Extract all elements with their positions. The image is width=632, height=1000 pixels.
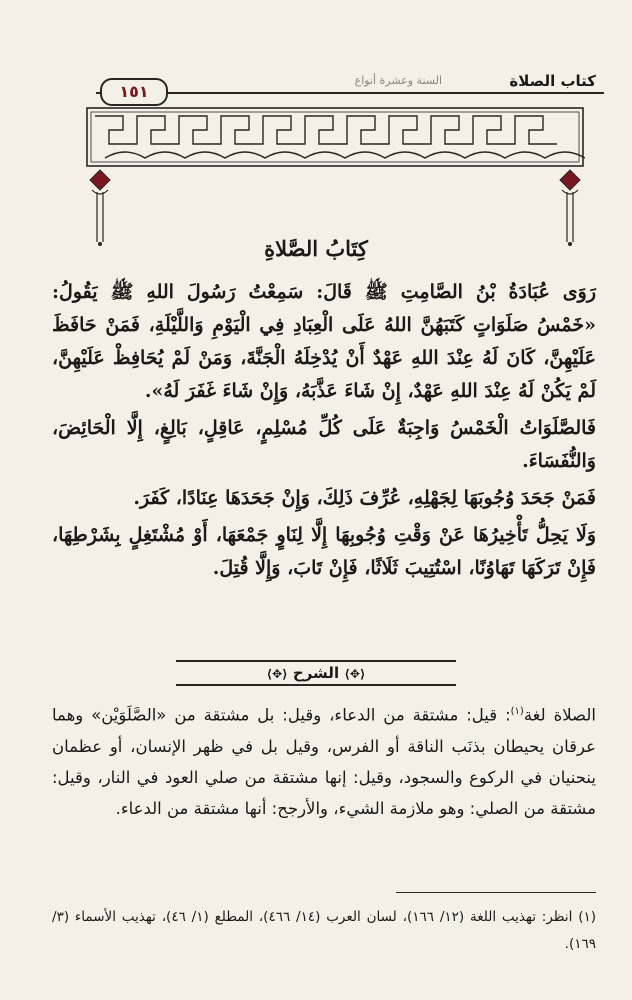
footnote-text: (١) انظر: تهذيب اللغة (١٢/ ١٦٦)، لسان العرب (١٤/ ٤٦٦)، المطلع (١/ ٤٦)، تهذيب الأسماء (٣/ ١٦٩). <box>52 909 597 952</box>
page-number: ١٥١ <box>100 78 168 106</box>
footnote-rule <box>396 892 596 893</box>
matn-paragraph-delay: وَلَا يَحِلُّ تَأْخِيرُهَا عَنْ وَقْتِ وُجُوبِهَا إِلَّا لِنَاوٍ جَمْعَهَا، أَوْ مُشْتَغِلٍ بِشَرْطِهَا، فَإِنْ تَرَكَهَا تَهَاوُنًا، اسْتُتِيبَ ثَلَاثًا، فَإِنْ تَابَ، وَإِلَّا قُتِلَ. <box>52 524 596 579</box>
ornament-pendant-right-icon <box>556 168 584 246</box>
footnote-marker: (١) <box>510 706 524 717</box>
commentary-body: : قيل: مشتقة من الدعاء، وقيل: بل مشتقة من «الصَّلَوَيْن» وهما عرقان يحيطان بذنَب الناقة أو الفرس، وقيل بل في ظهر الإنسان، أو عظمان ينحنيان في الركوع والسجود، وقيل: إنها مشتقة من صلي العود في النار، وقيل: مشتقة من الصلي: وهو ملازمة الشيء، والأرجح: أنها مشتقة من الدعاء. <box>52 705 596 818</box>
ornamental-frieze <box>85 106 585 168</box>
sharh-banner <box>176 660 456 686</box>
commentary-lead: الصلاة لغة <box>523 705 596 725</box>
commentary-paragraph <box>52 696 596 824</box>
chapter-header: كتاب الصلاة <box>509 72 596 90</box>
matn-paragraph-hadith: رَوَى عُبَادَةُ بْنُ الصَّامِتِ ﷺ قَالَ: سَمِعْتُ رَسُولَ اللهِ ﷺ يَقُولُ: «خَمْسُ صَلَوَاتٍ كَتَبَهُنَّ اللهُ عَلَى الْعِبَادِ فِي الْيَوْمِ وَاللَّيْلَةِ، فَمَنْ حَافَظَ عَلَيْهِنَّ، كَانَ لَهُ عِنْدَ اللهِ عَهْدٌ أَنْ يُدْخِلَهُ الْجَنَّةَ، وَمَنْ لَمْ يُحَافِظْ عَلَيْهِنَّ، لَمْ يَكُنْ لَهُ عِنْدَ اللهِ عَهْدٌ، إِنْ شَاءَ عَذَّبَهُ، وَإِنْ شَاءَ غَفَرَ لَهُ». <box>52 281 596 402</box>
header-rule <box>96 92 604 94</box>
commentary-text <box>52 696 596 824</box>
running-head: السنة وعشرة أنواع <box>354 74 442 87</box>
banner-ornament-icon: ⟨✥⟩ <box>266 667 288 681</box>
matn-text <box>52 276 596 589</box>
matn-paragraph-denial: فَمَنْ جَحَدَ وُجُوبَهَا لِجَهْلِهِ، عُرِّفَ ذَلِكَ، وَإِنْ جَحَدَهَا عِنَادًا، كَفَرَ. <box>133 487 596 509</box>
ornament-pendant-left-icon <box>86 168 114 246</box>
footnote <box>52 904 596 958</box>
banner-ornament-icon: ⟨✥⟩ <box>344 667 366 681</box>
matn-paragraph-obligation: فَالصَّلَوَاتُ الْخَمْسُ وَاجِبَةٌ عَلَى كُلِّ مُسْلِمٍ، عَاقِلٍ، بَالِغٍ، إِلَّا الْحَائِضَ، وَالنُّفَسَاءَ. <box>52 417 596 472</box>
sharh-label: الشرح <box>292 664 340 682</box>
chapter-title: كِتَابُ الصَّلاةِ <box>264 236 368 261</box>
